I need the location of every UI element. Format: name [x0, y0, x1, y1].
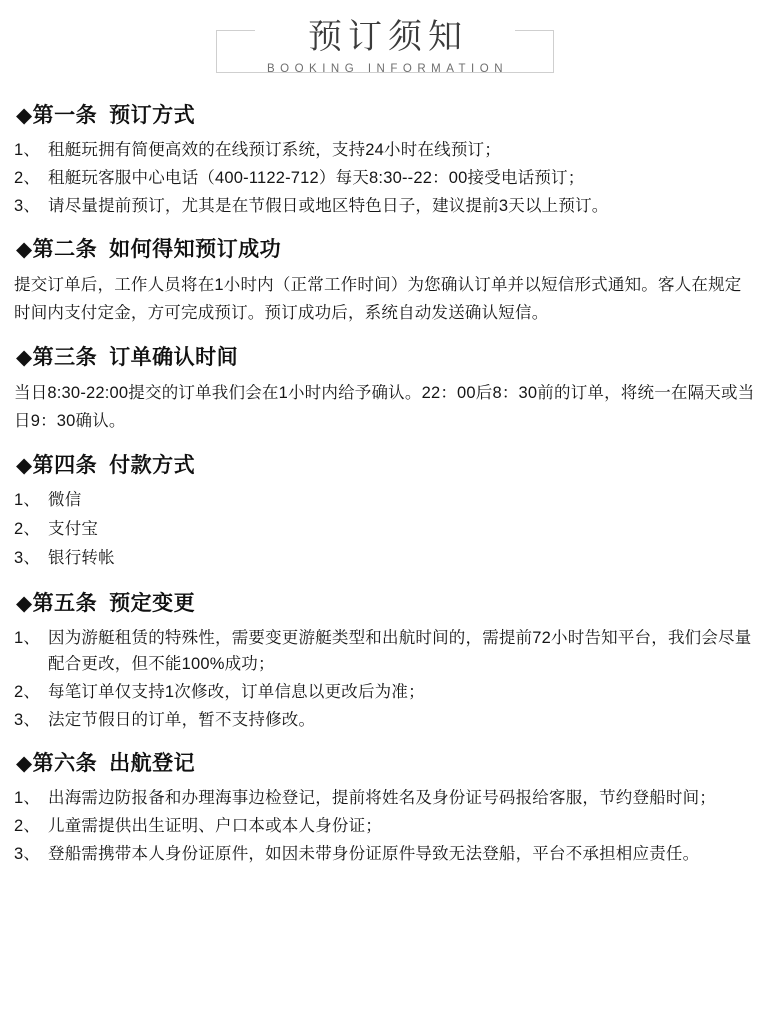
list-item-text: 租艇玩客服中心电话（400-1122-712）每天8:30--22：00接受电话预订；: [48, 168, 585, 187]
section-paragraph: 当日8:30-22:00提交的订单我们会在1小时内给予确认。22：00后8：30前的订单，将统一在隔天或当日9：30确认。: [14, 384, 755, 431]
section-list: [14, 137, 756, 219]
section-paragraph: 提交订单后，工作人员将在1小时内（正常工作时间）为您确认订单并以短信形式通知。客人在规定时间内支付定金，方可完成预订。预订成功后，系统自动发送确认短信。: [14, 276, 742, 323]
list-item: [14, 625, 756, 678]
list-item-index: 3、: [14, 548, 41, 567]
list-item-index: 3、: [14, 844, 41, 863]
section-booking-method: [14, 99, 756, 219]
list-item-text: 支付宝: [48, 520, 99, 539]
section-heading: [14, 341, 756, 371]
section-number: ◆第六条: [16, 752, 98, 776]
list-item-index: 2、: [14, 520, 41, 539]
page-title: 预订须知: [307, 18, 468, 56]
list-item: [14, 165, 756, 192]
list-item: [14, 137, 756, 164]
header-inner: [216, 18, 554, 75]
section-booking-change: [14, 587, 756, 734]
list-item: [14, 679, 756, 706]
list-item-index: 2、: [14, 168, 41, 187]
list-item: [14, 516, 756, 544]
list-item: [14, 707, 756, 734]
list-item: [14, 841, 756, 868]
list-item: [14, 813, 756, 840]
list-item-text: 银行转帐: [48, 548, 115, 567]
list-item-text: 登船需携带本人身份证原件，如因未带身份证原件导致无法登船，平台不承担相应责任。: [48, 844, 700, 863]
list-item: [14, 487, 756, 515]
document-header: [14, 0, 756, 85]
list-item-text: 微信: [48, 491, 82, 510]
section-departure-registration: [14, 747, 756, 867]
section-number: ◆第二条: [16, 238, 98, 262]
section-heading: [14, 99, 756, 129]
section-number: ◆第四条: [16, 454, 98, 478]
section-heading: [14, 233, 756, 263]
page-subtitle: BOOKING INFORMATION: [266, 63, 508, 76]
list-item: [14, 785, 756, 812]
section-list: [14, 785, 756, 867]
section-name: 预订方式: [109, 104, 196, 128]
section-name: 如何得知预订成功: [109, 238, 282, 262]
section-order-confirm-time: [14, 341, 756, 435]
section-number: ◆第三条: [16, 346, 98, 370]
list-item-text: 请尽量提前预订，尤其是在节假日或地区特色日子，建议提前3天以上预订。: [48, 196, 609, 215]
list-item-text: 法定节假日的订单，暂不支持修改。: [48, 710, 316, 729]
section-list: [14, 487, 756, 572]
section-booking-confirmation: [14, 233, 756, 327]
list-item-index: 1、: [14, 628, 41, 647]
list-item-text: 每笔订单仅支持1次修改，订单信息以更改后为准；: [48, 683, 425, 702]
section-name: 预定变更: [109, 591, 196, 615]
section-heading: [14, 747, 756, 777]
list-item-index: 2、: [14, 817, 41, 836]
list-item: [14, 545, 756, 573]
section-heading: [14, 587, 756, 617]
list-item-index: 3、: [14, 710, 41, 729]
section-name: 订单确认时间: [109, 346, 239, 370]
section-number: ◆第五条: [16, 591, 98, 615]
list-item-text: 出海需边防报备和办理海事边检登记，提前将姓名及身份证号码报给客服，节约登船时间；: [48, 789, 716, 808]
section-name: 付款方式: [109, 454, 196, 478]
section-heading: [14, 449, 756, 479]
list-item-index: 3、: [14, 196, 41, 215]
list-item-text: 因为游艇租赁的特殊性，需要变更游艇类型和出航时间的，需提前72小时告知平台，我们会尽量配合更改，但不能100%成功；: [48, 628, 752, 674]
section-payment-methods: [14, 449, 756, 572]
list-item: [14, 193, 756, 220]
list-item-index: 1、: [14, 789, 41, 808]
list-item-text: 儿童需提供出生证明、户口本或本人身份证；: [48, 817, 382, 836]
section-name: 出航登记: [109, 752, 196, 776]
section-list: [14, 625, 756, 734]
list-item-index: 1、: [14, 491, 41, 510]
list-item-text: 租艇玩拥有简便高效的在线预订系统，支持24小时在线预订；: [48, 141, 501, 160]
list-item-index: 2、: [14, 683, 41, 702]
list-item-index: 1、: [14, 141, 41, 160]
section-number: ◆第一条: [16, 104, 98, 128]
